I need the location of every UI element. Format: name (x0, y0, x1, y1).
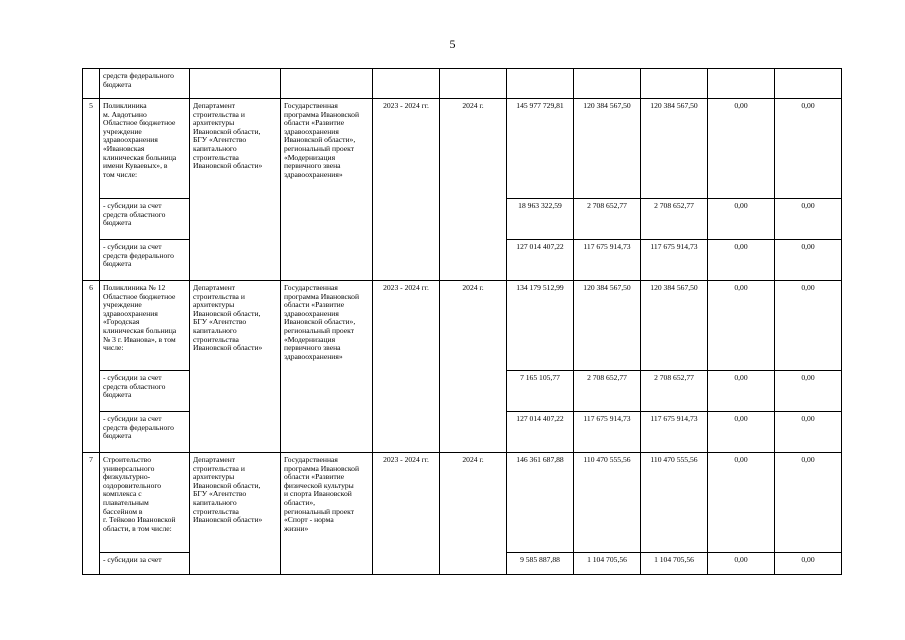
amount-cell (708, 69, 775, 99)
amount-cell: 0,00 (775, 412, 842, 453)
object-cell: - субсидии за счет (100, 553, 190, 575)
amount-cell: 0,00 (775, 453, 842, 553)
object-cell: - субсидии за счет средств областного бюджета (100, 371, 190, 412)
period-cell: 2023 - 2024 гг. (373, 453, 440, 575)
amount-cell: 0,00 (708, 240, 775, 281)
amount-cell: 0,00 (708, 453, 775, 553)
amount-total-cell (507, 69, 574, 99)
amount-total-cell: 9 585 887,88 (507, 553, 574, 575)
amount-cell (775, 69, 842, 99)
amount-cell (574, 69, 641, 99)
year-cell: 2024 г. (440, 99, 507, 281)
amount-total-cell: 127 014 407,22 (507, 240, 574, 281)
amount-cell: 0,00 (775, 199, 842, 240)
amount-cell: 110 470 555,56 (574, 453, 641, 553)
program-cell: Государственная программа Ивановской области «Развитие физической культуры и спорта Ивановской области», региональный проект «Спорт - норма жизни» (281, 453, 373, 575)
amount-total-cell: 7 165 105,77 (507, 371, 574, 412)
table-row (83, 69, 842, 99)
object-cell: Поликлиника м. Авдотьино Областное бюджетное учреждение здравоохранения «Ивановская клиническая больница имени Куваевых», в том числе: (100, 99, 190, 199)
amount-cell: 117 675 914,73 (641, 412, 708, 453)
amount-cell: 117 675 914,73 (574, 240, 641, 281)
amount-cell: 120 384 567,50 (641, 281, 708, 371)
amount-cell: 0,00 (708, 553, 775, 575)
amount-cell: 1 104 705,56 (641, 553, 708, 575)
number-cell (83, 69, 100, 99)
amount-cell: 117 675 914,73 (641, 240, 708, 281)
program-cell: Государственная программа Ивановской области «Развитие здравоохранения Ивановской области», региональный проект «Модернизация первичного звена здравоохранения» (281, 281, 373, 453)
table-row (83, 453, 842, 553)
customer-cell: Департамент строительства и архитектуры Ивановской области, БГУ «Агентство капитального строительства Ивановской области» (190, 99, 281, 281)
amount-cell: 0,00 (775, 281, 842, 371)
amount-cell: 0,00 (775, 99, 842, 199)
period-cell (373, 69, 440, 99)
funding-table (82, 68, 842, 575)
amount-cell: 120 384 567,50 (574, 99, 641, 199)
amount-cell: 0,00 (775, 371, 842, 412)
amount-cell: 2 708 652,77 (641, 371, 708, 412)
amount-cell: 0,00 (775, 240, 842, 281)
object-cell: Строительство универсального физкультурно- оздоровительного комплекса с плавательным бассейном в г. Тейково Ивановской области, в том числе: (100, 453, 190, 553)
amount-total-cell: 134 179 512,99 (507, 281, 574, 371)
amount-total-cell: 127 014 407,22 (507, 412, 574, 453)
amount-cell: 0,00 (708, 371, 775, 412)
program-cell: Государственная программа Ивановской области «Развитие здравоохранения Ивановской области», региональный проект «Модернизация первичного звена здравоохранения» (281, 99, 373, 281)
amount-cell: 0,00 (708, 199, 775, 240)
amount-cell (641, 69, 708, 99)
object-cell: - субсидии за счет средств федерального бюджета (100, 412, 190, 453)
amount-cell: 120 384 567,50 (574, 281, 641, 371)
amount-cell: 2 708 652,77 (641, 199, 708, 240)
object-cell: - субсидии за счет средств федерального бюджета (100, 240, 190, 281)
amount-total-cell: 145 977 729,81 (507, 99, 574, 199)
year-cell: 2024 г. (440, 281, 507, 453)
amount-cell: 117 675 914,73 (574, 412, 641, 453)
object-cell: средств федерального бюджета (100, 69, 190, 99)
amount-cell: 2 708 652,77 (574, 199, 641, 240)
amount-cell: 120 384 567,50 (641, 99, 708, 199)
amount-cell: 110 470 555,56 (641, 453, 708, 553)
period-cell: 2023 - 2024 гг. (373, 281, 440, 453)
page-number: 5 (449, 37, 456, 51)
year-cell: 2024 г. (440, 453, 507, 575)
customer-cell (190, 69, 281, 99)
table-row (83, 281, 842, 371)
amount-cell: 0,00 (708, 412, 775, 453)
number-cell: 7 (83, 453, 100, 575)
program-cell (281, 69, 373, 99)
object-cell: - субсидии за счет средств областного бюджета (100, 199, 190, 240)
amount-cell: 0,00 (775, 553, 842, 575)
customer-cell: Департамент строительства и архитектуры Ивановской области, БГУ «Агентство капитального строительства Ивановской области» (190, 453, 281, 575)
amount-total-cell: 18 963 322,59 (507, 199, 574, 240)
object-cell: Поликлиника № 12 Областное бюджетное учреждение здравоохранения «Городская клиническая больница № 3 г. Иванова», в том числе: (100, 281, 190, 371)
table-row (83, 99, 842, 199)
amount-cell: 1 104 705,56 (574, 553, 641, 575)
customer-cell: Департамент строительства и архитектуры Ивановской области, БГУ «Агентство капитального строительства Ивановской области» (190, 281, 281, 453)
number-cell: 6 (83, 281, 100, 453)
amount-cell: 0,00 (708, 99, 775, 199)
year-cell (440, 69, 507, 99)
amount-cell: 0,00 (708, 281, 775, 371)
amount-cell: 2 708 652,77 (574, 371, 641, 412)
amount-total-cell: 146 361 687,88 (507, 453, 574, 553)
number-cell: 5 (83, 99, 100, 281)
period-cell: 2023 - 2024 гг. (373, 99, 440, 281)
